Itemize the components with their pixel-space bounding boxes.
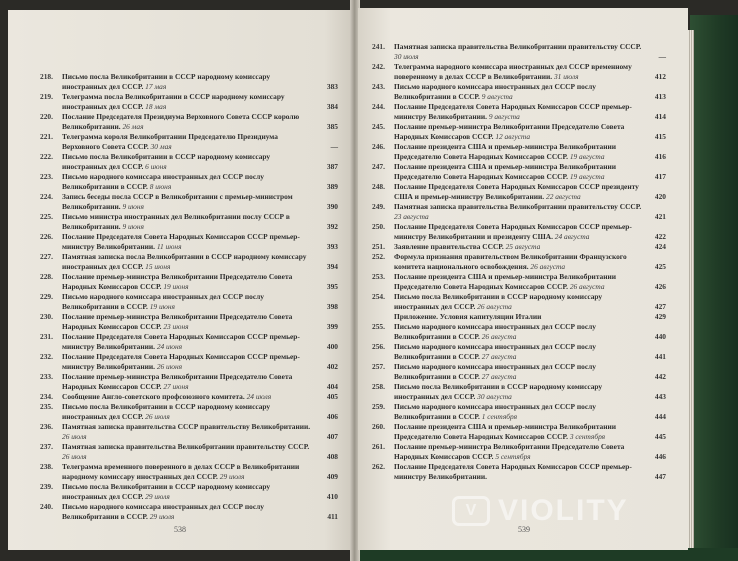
toc-entry-body bbox=[394, 442, 666, 462]
toc-entry-date: 23 августа bbox=[394, 212, 429, 221]
toc-entry-number: 237. bbox=[40, 442, 53, 451]
toc-entry-number: 220. bbox=[40, 112, 53, 121]
toc-entry-body bbox=[394, 422, 666, 442]
toc-entry bbox=[372, 422, 666, 442]
toc-entry-number: 221. bbox=[40, 132, 53, 141]
toc-entry-body bbox=[62, 72, 338, 92]
left-toc-list bbox=[40, 72, 338, 522]
toc-entry bbox=[40, 172, 338, 192]
toc-entry-number: 219. bbox=[40, 92, 53, 101]
toc-entry-body bbox=[394, 102, 666, 122]
toc-entry bbox=[40, 272, 338, 292]
toc-entry-date: 1 сентября bbox=[481, 412, 518, 421]
toc-entry-number: 235. bbox=[40, 402, 53, 411]
toc-entry-number: 229. bbox=[40, 292, 53, 301]
toc-entry-title: Памятная записка посла Великобритании в СССР народному комиссару иностранных дел СССР. bbox=[62, 252, 307, 271]
toc-entry-number: 256. bbox=[372, 342, 385, 351]
toc-entry-title: Послание Председателя Совета Народных Комиссаров СССР премьер-министру Великобритании. bbox=[394, 102, 632, 121]
toc-entry-date: 26 июля bbox=[62, 432, 87, 441]
toc-entry-page: 389 bbox=[326, 182, 338, 191]
toc-entry-body bbox=[394, 362, 666, 382]
toc-entry-title: Памятная записка правительства Великобритании правительству СССР. bbox=[394, 42, 642, 51]
toc-entry bbox=[40, 112, 338, 132]
toc-entry-page: — bbox=[330, 142, 338, 151]
toc-entry-number: 242. bbox=[372, 62, 385, 71]
toc-entry-number: 225. bbox=[40, 212, 53, 221]
toc-entry-title: Послание премьер-министра Великобритании Председателю Совета Народных Комиссаров СССР. bbox=[62, 312, 293, 331]
toc-entry-date: 12 августа bbox=[495, 132, 531, 141]
toc-entry-number: 247. bbox=[372, 162, 385, 171]
toc-entry-title: Письмо посла Великобритании в СССР народному комиссару иностранных дел СССР. bbox=[62, 402, 271, 421]
toc-entry-page: 387 bbox=[326, 162, 338, 171]
toc-entry-date: 9 июня bbox=[122, 222, 144, 231]
toc-entry-number: 257. bbox=[372, 362, 385, 371]
toc-entry bbox=[372, 182, 666, 202]
toc-entry-title: Послание президента США и премьер-министра Великобритании Председателю Совета Народных Комиссаров СССР. bbox=[394, 422, 617, 441]
toc-entry-title: Послание Председателя Совета Народных Комиссаров СССР премьер-министру Великобритании. bbox=[394, 462, 632, 481]
toc-entry-title: Памятная записка правительства Великобритании правительству СССР. bbox=[62, 442, 310, 451]
toc-entry-date: 30 мая bbox=[150, 142, 172, 151]
toc-entry-body bbox=[394, 182, 666, 202]
toc-entry-page: 426 bbox=[654, 282, 666, 291]
toc-entry-title: Письмо народного комиссара иностранных дел СССР послу Великобритании в СССР. bbox=[394, 342, 596, 361]
toc-entry-title: Послание Председателя Совета Народных Комиссаров СССР премьер-министру Великобритании. bbox=[62, 332, 300, 351]
toc-entry bbox=[40, 402, 338, 422]
toc-entry bbox=[40, 482, 338, 502]
toc-entry-date: 24 июня bbox=[156, 342, 183, 351]
toc-entry-title: Послание президента США и премьер-министра Великобритании Председателю Совета Народных Комиссаров СССР. bbox=[394, 162, 617, 181]
toc-entry-title: Письмо посла Великобритании в СССР народному комиссару иностранных дел СССР. bbox=[394, 292, 603, 311]
toc-entry-number: 231. bbox=[40, 332, 53, 341]
toc-entry-title: Послание Председателя Совета Народных Комиссаров СССР премьер-министру Великобритании. bbox=[62, 352, 300, 371]
toc-entry-number: 248. bbox=[372, 182, 385, 191]
toc-entry-title: Письмо народного комиссара иностранных дел СССР послу Великобритании в СССР. bbox=[62, 292, 264, 311]
toc-entry-date: 9 июня bbox=[122, 202, 144, 211]
toc-entry-page: 390 bbox=[326, 202, 338, 211]
toc-entry-number: 236. bbox=[40, 422, 53, 431]
toc-entry-date: 27 июня bbox=[163, 382, 189, 391]
toc-entry-date: 24 августа bbox=[554, 232, 590, 241]
toc-entry-page: 393 bbox=[326, 242, 338, 251]
toc-entry-date: 22 августа bbox=[546, 192, 581, 201]
toc-entry bbox=[372, 62, 666, 82]
toc-entry-body bbox=[394, 312, 666, 322]
toc-entry bbox=[40, 192, 338, 212]
toc-entry-title: Формула признания правительством Великобритании Французского комитета национального освобождения. bbox=[394, 252, 627, 271]
toc-entry-page: 383 bbox=[326, 82, 338, 91]
toc-entry-date: 27 августа bbox=[481, 372, 517, 381]
toc-entry-body bbox=[394, 322, 666, 342]
toc-entry bbox=[372, 142, 666, 162]
toc-entry bbox=[372, 342, 666, 362]
toc-entry-title: Телеграмма народного комиссара иностранных дел СССР временному поверенному в делах СССР в Великобритании. bbox=[394, 62, 632, 81]
toc-entry-body bbox=[394, 42, 666, 62]
toc-entry-page: 384 bbox=[326, 102, 338, 111]
toc-entry-page: 429 bbox=[654, 312, 666, 321]
toc-entry-page: 407 bbox=[326, 432, 338, 441]
toc-entry-page: 422 bbox=[654, 232, 666, 241]
toc-entry-date: 26 августа bbox=[481, 332, 517, 341]
page-number-right: 539 bbox=[518, 525, 530, 534]
toc-entry bbox=[372, 462, 666, 482]
toc-entry-body bbox=[394, 252, 666, 272]
toc-entry-body bbox=[394, 162, 666, 182]
toc-entry bbox=[372, 272, 666, 292]
toc-entry-body bbox=[62, 462, 338, 482]
toc-entry-page: 408 bbox=[326, 452, 338, 461]
toc-entry-page: 416 bbox=[654, 152, 666, 161]
toc-entry-date: 19 июня bbox=[149, 302, 175, 311]
page-number-left: 538 bbox=[174, 525, 186, 534]
toc-entry-page: 409 bbox=[326, 472, 338, 481]
toc-entry-body bbox=[394, 242, 666, 252]
toc-entry-title: Письмо народного комиссара иностранных дел СССР послу Великобритании в СССР. bbox=[394, 362, 596, 381]
toc-entry-date: 26 июня bbox=[156, 362, 183, 371]
toc-entry-number: 258. bbox=[372, 382, 385, 391]
toc-entry-page: 414 bbox=[654, 112, 666, 121]
toc-entry-body bbox=[62, 502, 338, 522]
toc-entry-title: Послание премьер-министра Великобритании Председателю Совета Народных Комиссаров СССР. bbox=[394, 442, 625, 461]
toc-entry bbox=[372, 162, 666, 182]
toc-entry bbox=[40, 422, 338, 442]
watermark bbox=[452, 494, 629, 528]
toc-entry-title: Письмо народного комиссара иностранных дел СССР послу Великобритании в СССР. bbox=[394, 402, 596, 421]
toc-entry-body bbox=[394, 382, 666, 402]
toc-entry-number: 252. bbox=[372, 252, 385, 261]
toc-entry-number: 243. bbox=[372, 82, 385, 91]
toc-entry-body bbox=[62, 152, 338, 172]
toc-entry-page: 427 bbox=[654, 302, 666, 311]
toc-entry-date: 15 июня bbox=[145, 262, 171, 271]
toc-entry bbox=[40, 232, 338, 252]
toc-entry-title: Памятная записка правительства СССР правительству Великобритании. bbox=[62, 422, 311, 431]
toc-entry-page: 442 bbox=[654, 372, 666, 381]
toc-entry-title: Послание Председателя Совета Народных Комиссаров СССР премьер-министру Великобритании. bbox=[62, 232, 300, 251]
toc-entry-title: Письмо посла Великобритании в СССР народному комиссару иностранных дел СССР. bbox=[62, 72, 271, 91]
toc-entry-title: Телеграмма посла Великобритании в СССР народному комиссару иностранных дел СССР. bbox=[62, 92, 285, 111]
toc-entry-body bbox=[62, 442, 338, 462]
toc-entry-date: 26 августа bbox=[569, 282, 605, 291]
toc-entry-page: 440 bbox=[654, 332, 666, 341]
toc-entry-number: 241. bbox=[372, 42, 385, 51]
toc-entry-number: 254. bbox=[372, 292, 385, 301]
toc-entry-page: 444 bbox=[654, 412, 666, 421]
toc-entry-page: 394 bbox=[326, 262, 338, 271]
toc-entry-page: 446 bbox=[654, 452, 666, 461]
toc-entry-number: 244. bbox=[372, 102, 385, 111]
toc-entry-date: 18 мая bbox=[145, 102, 167, 111]
toc-entry-body bbox=[394, 82, 666, 102]
toc-entry-title: Послание Председателя Совета Народных Комиссаров СССР президенту США и премьер-министру Великобритании. bbox=[394, 182, 639, 201]
toc-entry bbox=[40, 212, 338, 232]
toc-entry-number: 251. bbox=[372, 242, 385, 251]
toc-entry bbox=[40, 132, 338, 152]
toc-entry-date: 9 августа bbox=[481, 92, 513, 101]
toc-entry-page: 445 bbox=[654, 432, 666, 441]
toc-entry-page: 420 bbox=[654, 192, 666, 201]
toc-entry-body bbox=[394, 62, 666, 82]
toc-entry bbox=[372, 322, 666, 342]
toc-entry-body bbox=[62, 352, 338, 372]
toc-entry-title: Приложение. Условия капитуляции Италии bbox=[394, 312, 542, 321]
toc-entry bbox=[372, 102, 666, 122]
toc-entry-title: Письмо посла Великобритании в СССР народному комиссару иностранных дел СССР. bbox=[62, 152, 271, 171]
toc-entry-date: 25 августа bbox=[505, 242, 541, 251]
toc-entry-page: 421 bbox=[654, 212, 666, 221]
right-toc-list bbox=[372, 42, 666, 482]
toc-entry-body bbox=[62, 312, 338, 332]
left-page bbox=[8, 10, 352, 550]
toc-entry-title: Письмо посла Великобритании в СССР народному комиссару иностранных дел СССР. bbox=[62, 482, 271, 501]
toc-entry-page: — bbox=[658, 52, 666, 61]
watermark-text: VIOLITY bbox=[498, 494, 629, 527]
toc-entry-body bbox=[394, 272, 666, 292]
toc-entry-number: 246. bbox=[372, 142, 385, 151]
toc-entry-title: Письмо министра иностранных дел Великобритании послу СССР в Великобритании. bbox=[62, 212, 290, 231]
toc-entry bbox=[372, 382, 666, 402]
toc-entry bbox=[372, 42, 666, 62]
toc-entry bbox=[372, 362, 666, 382]
toc-entry-number: 222. bbox=[40, 152, 53, 161]
toc-entry-title: Послание премьер-министра Великобритании Председателю Совета Народных Комиссаров СССР. bbox=[394, 122, 625, 141]
toc-entry-body bbox=[394, 122, 666, 142]
toc-entry-date: 29 июля bbox=[219, 472, 245, 481]
toc-entry bbox=[372, 442, 666, 462]
toc-entry-number: 226. bbox=[40, 232, 53, 241]
toc-entry-title: Послание Председателя Совета Народных Комиссаров СССР премьер-министру Великобритании и президенту США. bbox=[394, 222, 632, 241]
toc-entry-title: Письмо народного комиссара иностранных дел СССР послу Великобритании в СССР. bbox=[62, 172, 264, 191]
toc-entry-page: 410 bbox=[326, 492, 338, 501]
toc-entry-body bbox=[62, 482, 338, 502]
toc-entry-date: 31 июля bbox=[553, 72, 579, 81]
toc-entry-title: Письмо посла Великобритании в СССР народному комиссару иностранных дел СССР. bbox=[394, 382, 603, 401]
toc-entry-number: 240. bbox=[40, 502, 53, 511]
toc-entry-body bbox=[62, 212, 338, 232]
toc-entry-date: 9 августа bbox=[488, 112, 520, 121]
toc-entry-page: 415 bbox=[654, 132, 666, 141]
toc-entry-page: 404 bbox=[326, 382, 338, 391]
toc-entry-page: 443 bbox=[654, 392, 666, 401]
toc-entry-page: 399 bbox=[326, 322, 338, 331]
toc-entry-date: 6 июня bbox=[145, 162, 167, 171]
toc-entry bbox=[372, 242, 666, 252]
toc-entry-number: 249. bbox=[372, 202, 385, 211]
toc-entry-date: 17 мая bbox=[145, 82, 167, 91]
toc-entry-date: 30 июля bbox=[394, 52, 419, 61]
toc-entry-page: 441 bbox=[654, 352, 666, 361]
toc-entry-number: 261. bbox=[372, 442, 385, 451]
toc-entry-number: 233. bbox=[40, 372, 53, 381]
toc-entry-number: 260. bbox=[372, 422, 385, 431]
toc-entry-page: 385 bbox=[326, 122, 338, 131]
toc-entry bbox=[40, 92, 338, 112]
toc-entry-number: 259. bbox=[372, 402, 385, 411]
violity-v-icon: V bbox=[452, 496, 490, 526]
toc-entry-title: Послание президента США и премьер-министра Великобритании Председателю Совета Народных Комиссаров СССР. bbox=[394, 142, 617, 161]
book-cover-edge bbox=[690, 15, 738, 550]
toc-entry-number: 232. bbox=[40, 352, 53, 361]
toc-entry-date: 19 июня bbox=[163, 282, 189, 291]
toc-entry-title: Послание премьер-министра Великобритании Председателю Совета Народных Комиссаров СССР. bbox=[62, 272, 293, 291]
toc-entry bbox=[40, 502, 338, 522]
toc-entry-page: 413 bbox=[654, 92, 666, 101]
toc-entry-date: 29 июля bbox=[149, 512, 175, 521]
right-page bbox=[358, 8, 688, 550]
toc-entry-title: Послание премьер-министра Великобритании Председателю Совета Народных Комиссаров СССР. bbox=[62, 372, 293, 391]
toc-entry-number: 255. bbox=[372, 322, 385, 331]
toc-entry bbox=[40, 442, 338, 462]
toc-entry-body bbox=[62, 422, 338, 442]
toc-entry-number: 223. bbox=[40, 172, 53, 181]
toc-entry-date: 11 июня bbox=[156, 242, 182, 251]
toc-entry bbox=[372, 202, 666, 222]
toc-entry-page: 447 bbox=[654, 472, 666, 481]
toc-entry-date: 19 августа bbox=[569, 172, 605, 181]
toc-entry-page: 392 bbox=[326, 222, 338, 231]
toc-entry-number: 234. bbox=[40, 392, 53, 401]
toc-entry-body bbox=[62, 252, 338, 272]
toc-entry-date: 3 сентября bbox=[569, 432, 606, 441]
toc-entry-body bbox=[62, 172, 338, 192]
toc-entry-title: Письмо народного комиссара иностранных дел СССР послу Великобритании в СССР. bbox=[394, 82, 596, 101]
toc-entry-body bbox=[62, 132, 338, 152]
toc-entry-number: 245. bbox=[372, 122, 385, 131]
toc-entry-body bbox=[394, 402, 666, 422]
toc-entry-page: 402 bbox=[326, 362, 338, 371]
toc-entry-title: Послание Председателя Президиума Верховного Совета СССР королю Великобритании. bbox=[62, 112, 300, 131]
toc-entry-title: Послание президента США и премьер-министра Великобритании Председателю Совета Народных Комиссаров СССР. bbox=[394, 272, 617, 291]
toc-entry-body bbox=[62, 232, 338, 252]
toc-entry-title: Заявление правительства СССР. bbox=[394, 242, 504, 251]
toc-entry bbox=[372, 402, 666, 422]
toc-entry bbox=[372, 312, 666, 322]
toc-entry-title: Телеграмма временного поверенного в делах СССР в Великобритании народному комиссару иностранных дел СССР. bbox=[62, 462, 300, 481]
toc-entry-body bbox=[62, 192, 338, 212]
toc-entry-page: 398 bbox=[326, 302, 338, 311]
toc-entry-body bbox=[394, 222, 666, 242]
toc-entry-number: 230. bbox=[40, 312, 53, 321]
toc-entry-page: 417 bbox=[654, 172, 666, 181]
toc-entry-date: 26 июля bbox=[145, 412, 170, 421]
toc-entry-number: 253. bbox=[372, 272, 385, 281]
toc-entry-number: 224. bbox=[40, 192, 53, 201]
toc-entry bbox=[40, 372, 338, 392]
toc-entry-title: Телеграмма короля Великобритании Председателю Президиума Верховного Совета СССР. bbox=[62, 132, 278, 151]
toc-entry-number: 228. bbox=[40, 272, 53, 281]
toc-entry-body bbox=[394, 462, 666, 482]
toc-entry-date: 23 июня bbox=[163, 322, 189, 331]
toc-entry-page: 425 bbox=[654, 262, 666, 271]
toc-entry bbox=[372, 222, 666, 242]
toc-entry bbox=[372, 82, 666, 102]
toc-entry-date: 26 августа bbox=[530, 262, 566, 271]
toc-entry-number: 262. bbox=[372, 462, 385, 471]
toc-entry-body bbox=[62, 292, 338, 312]
toc-entry-body bbox=[62, 272, 338, 292]
toc-entry-body bbox=[394, 142, 666, 162]
toc-entry-number: 238. bbox=[40, 462, 53, 471]
toc-entry-title: Памятная записка правительства Великобритании правительству СССР. bbox=[394, 202, 642, 211]
toc-entry-date: 24 июля bbox=[246, 392, 272, 401]
toc-entry bbox=[40, 352, 338, 372]
toc-entry bbox=[40, 252, 338, 272]
toc-entry-body bbox=[394, 202, 666, 222]
toc-entry-date: 5 сентября bbox=[495, 452, 531, 461]
toc-entry-number: 250. bbox=[372, 222, 385, 231]
toc-entry bbox=[372, 122, 666, 142]
toc-entry bbox=[40, 332, 338, 352]
toc-entry bbox=[40, 392, 338, 402]
toc-entry-date: 8 июня bbox=[149, 182, 172, 191]
toc-entry-page: 411 bbox=[327, 512, 338, 521]
toc-entry-body bbox=[62, 92, 338, 112]
toc-entry-date: 26 августа bbox=[477, 302, 512, 311]
toc-entry-date: 30 августа bbox=[477, 392, 512, 401]
toc-entry-date: 26 мая bbox=[122, 122, 144, 131]
toc-entry-page: 412 bbox=[654, 72, 666, 81]
toc-entry-page: 395 bbox=[326, 282, 338, 291]
toc-entry bbox=[40, 312, 338, 332]
toc-entry-body bbox=[62, 402, 338, 422]
toc-entry-number: 218. bbox=[40, 72, 53, 81]
toc-entry-body bbox=[394, 342, 666, 362]
toc-entry bbox=[372, 252, 666, 272]
toc-entry-page: 400 bbox=[326, 342, 338, 351]
toc-entry-body bbox=[62, 112, 338, 132]
toc-entry-page: 405 bbox=[326, 392, 338, 401]
toc-entry-body bbox=[394, 292, 666, 312]
toc-entry bbox=[40, 292, 338, 312]
toc-entry-page: 406 bbox=[326, 412, 338, 421]
toc-entry-title: Сообщение Англо-советского профсоюзного комитета. bbox=[62, 392, 245, 401]
toc-entry bbox=[40, 72, 338, 92]
toc-entry-date: 27 августа bbox=[481, 352, 517, 361]
toc-entry-title: Письмо народного комиссара иностранных дел СССР послу Великобритании в СССР. bbox=[394, 322, 596, 341]
toc-entry-date: 19 августа bbox=[569, 152, 605, 161]
toc-entry-page: 424 bbox=[654, 242, 666, 251]
toc-entry-number: 227. bbox=[40, 252, 53, 261]
toc-entry-date: 29 июля bbox=[145, 492, 170, 501]
toc-entry-date: 26 июля bbox=[62, 452, 87, 461]
toc-entry-title: Письмо народного комиссара иностранных дел СССР послу Великобритании в СССР. bbox=[62, 502, 264, 521]
toc-entry bbox=[372, 292, 666, 312]
toc-entry-body bbox=[62, 372, 338, 392]
toc-entry bbox=[40, 462, 338, 482]
toc-entry-body bbox=[62, 332, 338, 352]
toc-entry bbox=[40, 152, 338, 172]
toc-entry-body bbox=[62, 392, 338, 402]
toc-entry-title: Запись беседы посла СССР в Великобритании с премьер-министром Великобритании. bbox=[62, 192, 293, 211]
toc-entry-number: 239. bbox=[40, 482, 53, 491]
